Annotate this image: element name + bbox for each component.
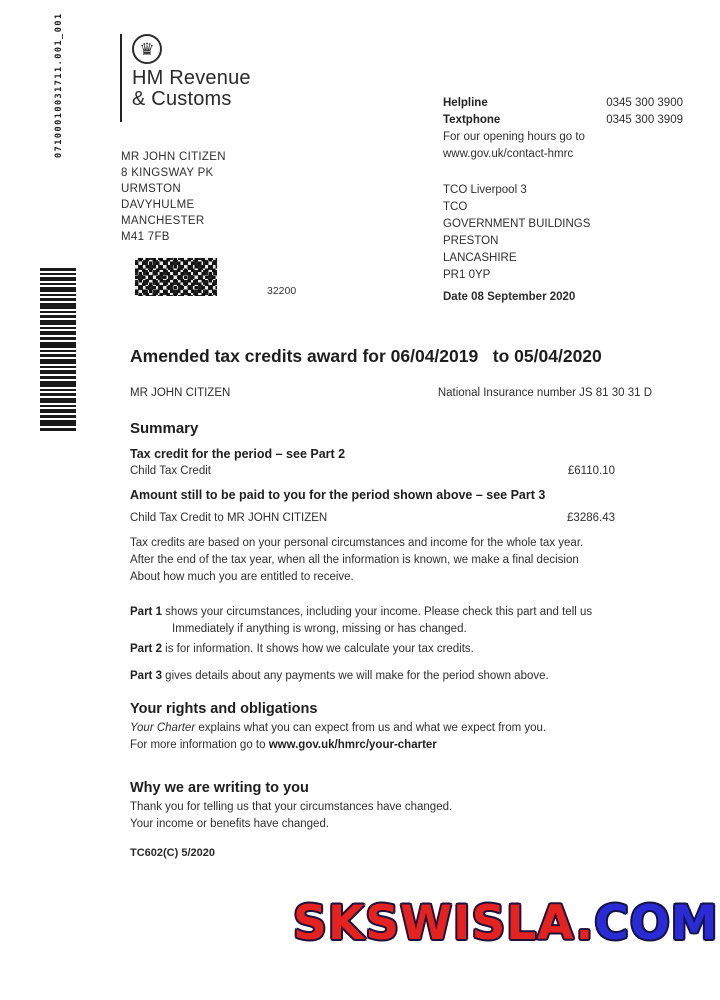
hmrc-logo bbox=[120, 34, 251, 122]
more-info-line bbox=[130, 737, 652, 754]
recipient-line: MR JOHN CITIZEN bbox=[121, 151, 226, 163]
recipient-line: DAVYHULME bbox=[121, 199, 195, 211]
summary-row2 bbox=[130, 512, 652, 524]
textphone-number: 0345 300 3909 bbox=[606, 114, 683, 126]
office-line: LANCASHIRE bbox=[443, 252, 517, 264]
crown-icon: ♛ bbox=[132, 34, 162, 64]
intro-line: After the end of the tax year, when all the information is known, we make a final decision bbox=[130, 554, 579, 566]
charter-line bbox=[130, 720, 652, 737]
more-info-prefix: For more information go to bbox=[130, 739, 269, 751]
summary-row1-amount: £6110.10 bbox=[567, 465, 615, 477]
intro-line: Tax credits are based on your personal circumstances and income for the whole tax year. bbox=[130, 537, 584, 549]
part1-text-line2: Immediately if anything is wrong, missing or has changed. bbox=[172, 623, 467, 635]
part1-text: shows your circumstances, including your income. Please check this part and tell us bbox=[165, 606, 593, 618]
rights-heading: Your rights and obligations bbox=[130, 701, 318, 717]
summary-row2-label: Child Tax Credit to MR JOHN CITIZEN bbox=[130, 512, 328, 524]
batch-code: 32200 bbox=[267, 285, 297, 297]
why-section bbox=[130, 780, 652, 833]
summary-row1-label: Child Tax Credit bbox=[130, 465, 211, 477]
part2-label: Part 2 bbox=[130, 643, 162, 655]
logo-org-line1: HM Revenue bbox=[132, 67, 251, 89]
part2-text: is for information. It shows how we calculate your tax credits. bbox=[165, 643, 474, 655]
vertical-barcode bbox=[40, 268, 76, 438]
office-line: GOVERNMENT BUILDINGS bbox=[443, 218, 591, 230]
ni-number-line: National Insurance number JS 81 30 31 D bbox=[437, 387, 652, 399]
helpline-number: 0345 300 3900 bbox=[606, 97, 683, 109]
office-line: PR1 0YP bbox=[443, 269, 491, 281]
office-line: PRESTON bbox=[443, 235, 499, 247]
part1-label: Part 1 bbox=[130, 606, 162, 618]
recipient-line: M41 7FB bbox=[121, 231, 170, 243]
recipient-line: URMSTON bbox=[121, 183, 182, 195]
helpline-row bbox=[443, 95, 683, 112]
part3-label: Part 3 bbox=[130, 670, 162, 682]
skswisla-watermark bbox=[293, 896, 719, 951]
claimant-row bbox=[130, 387, 652, 399]
summary-heading: Summary bbox=[130, 420, 199, 437]
letter-title: Amended tax credits award for 06/04/2019 to 05/04/2020 bbox=[130, 346, 602, 366]
watermark-dot: . bbox=[575, 896, 595, 951]
recipient-line: 8 KINGSWAY PK bbox=[121, 167, 214, 179]
letter-date: Date 08 September 2020 bbox=[443, 291, 576, 303]
office-line: TCO bbox=[443, 201, 468, 213]
office-line: TCO Liverpool 3 bbox=[443, 184, 527, 196]
contact-block bbox=[443, 95, 683, 163]
opening-hours-url: www.gov.uk/contact-hmrc bbox=[443, 148, 574, 160]
textphone-row bbox=[443, 112, 683, 129]
opening-hours-line1: For our opening hours go to bbox=[443, 131, 585, 143]
why-line2: Your income or benefits have changed. bbox=[130, 818, 330, 830]
office-address bbox=[443, 182, 590, 284]
textphone-label: Textphone bbox=[443, 114, 501, 126]
part2-paragraph bbox=[130, 641, 652, 658]
watermark-tld: COM bbox=[594, 896, 719, 951]
summary-row1 bbox=[130, 465, 652, 477]
recipient-line: MANCHESTER bbox=[121, 215, 205, 227]
charter-name: Your Charter bbox=[130, 722, 196, 734]
edge-reference-code: 07100010031711.001_001 bbox=[54, 12, 64, 158]
summary-row1-heading: Tax credit for the period – see Part 2 bbox=[130, 447, 346, 461]
part3-paragraph bbox=[130, 668, 652, 685]
intro-line: About how much you are entitled to receive. bbox=[130, 571, 354, 583]
recipient-address bbox=[121, 149, 226, 245]
letter-body bbox=[130, 346, 652, 833]
summary-row2-amount: £3286.43 bbox=[567, 512, 615, 524]
summary-row2-heading: Amount still to be paid to you for the period shown above – see Part 3 bbox=[130, 488, 546, 502]
part1-paragraph bbox=[130, 604, 652, 638]
claimant-name: MR JOHN CITIZEN bbox=[130, 387, 231, 399]
charter-text: explains what you can expect from us and what we expect from you. bbox=[195, 722, 547, 734]
intro-paragraph bbox=[130, 535, 652, 586]
form-reference: TC602(C) 5/2020 bbox=[130, 847, 215, 859]
watermark-brand: SKSWISLA bbox=[293, 896, 576, 951]
datamatrix-barcode bbox=[135, 258, 217, 296]
part3-text: gives details about any payments we will make for the period shown above. bbox=[165, 670, 549, 682]
charter-url: www.gov.uk/hmrc/your-charter bbox=[268, 739, 437, 751]
logo-org-line2: & Customs bbox=[132, 88, 232, 110]
rights-section bbox=[130, 701, 652, 754]
why-heading: Why we are writing to you bbox=[130, 780, 309, 796]
why-line1: Thank you for telling us that your circumstances have changed. bbox=[130, 801, 453, 813]
helpline-label: Helpline bbox=[443, 97, 488, 109]
